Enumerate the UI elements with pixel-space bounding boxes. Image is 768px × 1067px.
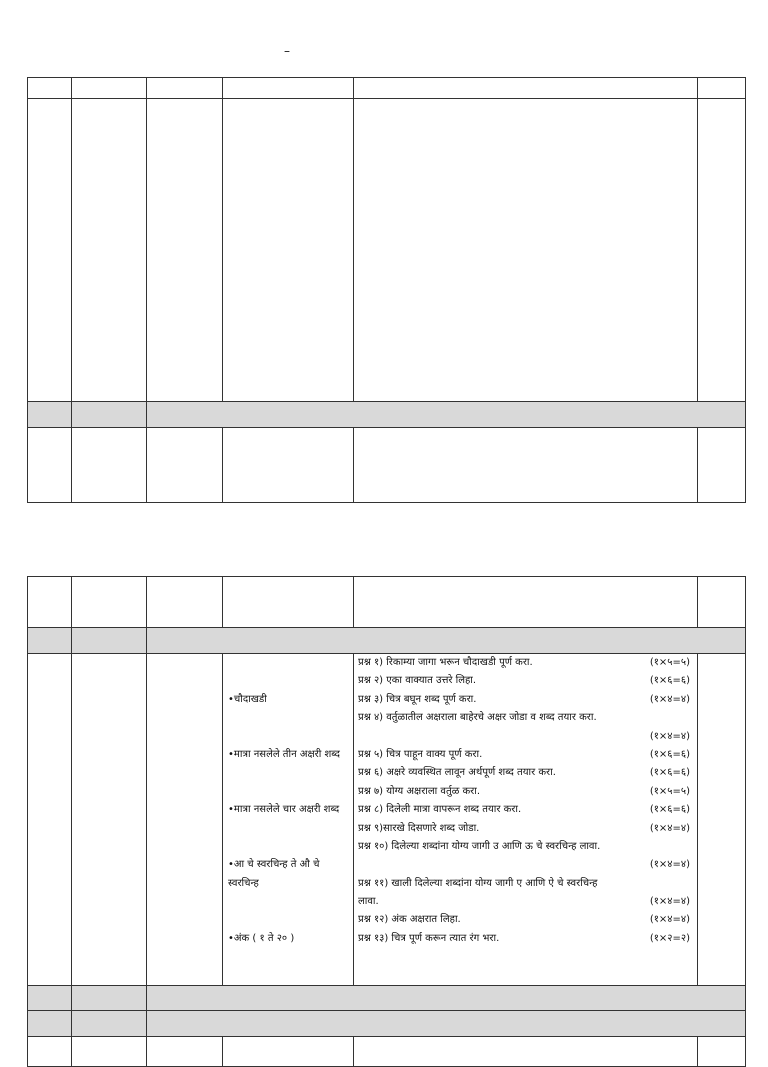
table-cell	[354, 428, 698, 503]
syllabus-row	[28, 654, 746, 986]
questions-cell	[354, 654, 698, 986]
table-cell	[223, 428, 354, 503]
header-dash: –	[284, 44, 290, 58]
question-marks: (१×६=६)	[649, 767, 690, 779]
question-line	[358, 672, 694, 690]
table-shaded-row	[28, 986, 746, 1011]
table-cell	[28, 402, 72, 428]
question-marks: (१×४=४)	[649, 859, 690, 871]
question-marks: (१×६=६)	[649, 804, 690, 816]
table-cell	[28, 628, 72, 654]
table-cell	[147, 628, 746, 654]
table-2	[27, 576, 746, 1067]
question-line	[358, 820, 694, 838]
table-cell	[698, 78, 746, 99]
question-line	[358, 746, 694, 764]
table-2-header-row	[28, 577, 746, 628]
table-cell	[354, 99, 698, 402]
table-cell	[223, 577, 354, 628]
question-marks: (१×४=४)	[649, 730, 690, 742]
question-text: प्रश्न ३) चित्र बघून शब्द पूर्ण करा.	[358, 693, 477, 705]
question-text: प्रश्न १३) चित्र पूर्ण करून त्यात रंग भरा.	[358, 932, 500, 944]
table-cell	[28, 428, 72, 503]
table-cell	[698, 577, 746, 628]
question-text: प्रश्न ७) योग्य अक्षराला वर्तुळ करा.	[358, 785, 481, 797]
table-cell	[223, 99, 354, 402]
table-cell	[72, 577, 147, 628]
table-cell	[147, 428, 223, 503]
question-text: प्रश्न ६) अक्षरे व्यवस्थित लावून अर्थपूर्ण शब्द तयार करा.	[358, 767, 556, 779]
table-cell	[72, 654, 147, 986]
question-marks: (१×६=६)	[649, 748, 690, 760]
table-cell	[72, 402, 147, 428]
question-line	[358, 728, 694, 746]
question-text: प्रश्न १) रिकाम्या जागा भरून चौदाखडी पूर्ण करा.	[358, 657, 533, 668]
table-cell	[147, 1037, 223, 1067]
table-cell	[354, 1037, 698, 1067]
table-cell	[72, 1037, 147, 1067]
topic-item: •अंक ( १ ते २० )	[228, 933, 295, 945]
topics-cell	[223, 654, 354, 986]
question-text: प्रश्न ११) खाली दिलेल्या शब्दांना योग्य जागी ए आणि ऐ चे स्वरचिन्ह	[358, 877, 598, 889]
table-cell	[147, 78, 223, 99]
question-line	[358, 893, 694, 911]
topic-item: •आ चे स्वरचिन्ह ते औ चे स्वरचिन्ह	[228, 859, 323, 889]
question-marks: (१×४=४)	[649, 896, 690, 908]
table-row	[28, 1037, 746, 1067]
table-cell	[698, 654, 746, 986]
topic-item: •मात्रा नसलेले तीन अक्षरी शब्द	[228, 749, 340, 761]
question-marks	[690, 709, 694, 727]
question-marks: (१×५=५)	[649, 785, 690, 797]
table-cell	[223, 78, 354, 99]
table-cell	[698, 99, 746, 402]
table-cell	[72, 99, 147, 402]
question-line	[358, 654, 694, 672]
table-cell	[28, 654, 72, 986]
table-cell	[72, 628, 147, 654]
table-shaded-row	[28, 402, 746, 428]
topic-item: •मात्रा नसलेले चार अक्षरी शब्द	[228, 804, 340, 816]
question-line	[358, 856, 694, 874]
question-marks: (१×४=४)	[649, 693, 690, 705]
question-marks: (१×५=५)	[649, 657, 690, 668]
table-cell	[354, 577, 698, 628]
question-text: लावा.	[358, 896, 379, 908]
table-cell	[223, 1037, 354, 1067]
question-text: प्रश्न ८) दिलेली मात्रा वापरून शब्द तयार करा.	[358, 804, 522, 816]
question-text: प्रश्न ४) वर्तुळातील अक्षराला बाहेरचे अक्षर जोडा व शब्द तयार करा.	[358, 712, 597, 724]
table-cell	[698, 428, 746, 503]
table-cell	[72, 78, 147, 99]
table-cell	[147, 577, 223, 628]
question-line	[358, 911, 694, 929]
table-shaded-row	[28, 628, 746, 654]
table-1	[27, 77, 746, 503]
question-marks: (१×२=२)	[649, 932, 690, 944]
table-cell	[72, 428, 147, 503]
question-text: प्रश्न १०) दिलेल्या शब्दांना योग्य जागी उ आणि ऊ चे स्वरचिन्ह लावा.	[358, 840, 601, 852]
table-cell	[28, 577, 72, 628]
question-line	[358, 801, 694, 819]
question-marks: (१×४=४)	[649, 914, 690, 926]
question-line	[358, 764, 694, 782]
question-marks: (१×४=४)	[649, 822, 690, 834]
question-line	[358, 875, 694, 893]
table-row	[28, 428, 746, 503]
question-text: प्रश्न १२) अंक अक्षरात लिहा.	[358, 914, 461, 926]
table-1-header-row	[28, 78, 746, 99]
table-row	[28, 99, 746, 402]
table-cell	[698, 1037, 746, 1067]
question-line	[358, 838, 694, 856]
table-cell	[28, 1037, 72, 1067]
question-marks	[690, 875, 694, 893]
question-marks: (१×६=६)	[649, 675, 690, 687]
table-cell	[28, 99, 72, 402]
question-line	[358, 783, 694, 801]
question-text: प्रश्न ९)सारखे दिसणारे शब्द जोडा.	[358, 822, 480, 834]
question-text: प्रश्न ५) चित्र पाहून वाक्य पूर्ण करा.	[358, 748, 483, 760]
table-cell	[354, 78, 698, 99]
question-line	[358, 691, 694, 709]
question-marks	[690, 838, 694, 856]
question-text: प्रश्न २) एका वाक्यात उत्तरे लिहा.	[358, 675, 477, 687]
table-cell	[72, 986, 147, 1011]
table-cell	[147, 654, 223, 986]
table-cell	[147, 402, 746, 428]
table-cell	[28, 78, 72, 99]
question-line	[358, 930, 694, 948]
table-cell	[147, 986, 746, 1011]
table-cell	[147, 99, 223, 402]
table-cell	[28, 986, 72, 1011]
question-line	[358, 709, 694, 727]
topic-item: •चौदाखडी	[228, 693, 267, 705]
